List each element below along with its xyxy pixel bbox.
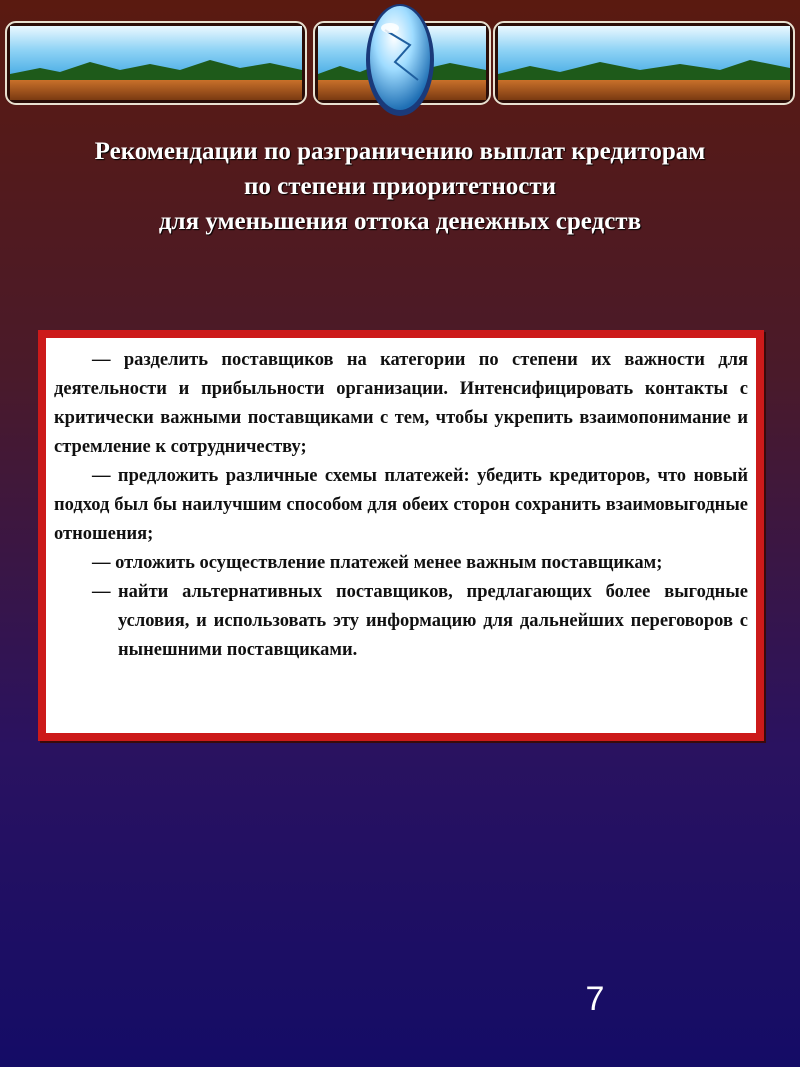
- slide-title: [0, 134, 800, 239]
- list-item: [54, 346, 748, 462]
- landscape-banner: [0, 0, 800, 130]
- title-line: для уменьшения оттока денежных средств: [158, 208, 642, 235]
- list-item: [54, 549, 748, 578]
- recommendations-box: [38, 330, 764, 741]
- banner-panel-right: [494, 22, 794, 104]
- list-item-text: найти альтернативных поставщиков, предлагающих более выгодные условия, и использовать эту информацию для дальнейших переговоров с нынешними поставщиками.: [118, 582, 748, 660]
- title-line: по степени приоритетности: [243, 173, 557, 200]
- list-dash: —: [92, 582, 111, 602]
- banner-panel-left: [6, 22, 306, 104]
- title-line: Рекомендации по разграничению выплат кредиторам: [94, 138, 706, 165]
- page-number: 7: [585, 980, 605, 1018]
- list-item: [54, 578, 748, 665]
- list-dash: —: [92, 553, 111, 573]
- list-item-text: отложить осуществление платежей менее важным поставщикам;: [115, 553, 663, 573]
- crystal-orb: [366, 4, 434, 116]
- list-dash: —: [92, 350, 111, 370]
- recommendations-list: [54, 346, 748, 665]
- list-item: [54, 462, 748, 549]
- list-item-text: разделить поставщиков на категории по степени их важности для деятельности и прибыльности организации. Интенсифицировать контакты с критически важными поставщиками с тем, чтобы укрепить взаимопонимание и стремление к сотрудничеству;: [54, 350, 748, 457]
- list-item-text: предложить различные схемы платежей: убедить кредиторов, что новый подход был бы наилучшим способом для обеих сторон сохранить взаимовыгодные отношения;: [54, 466, 748, 544]
- list-dash: —: [92, 466, 111, 486]
